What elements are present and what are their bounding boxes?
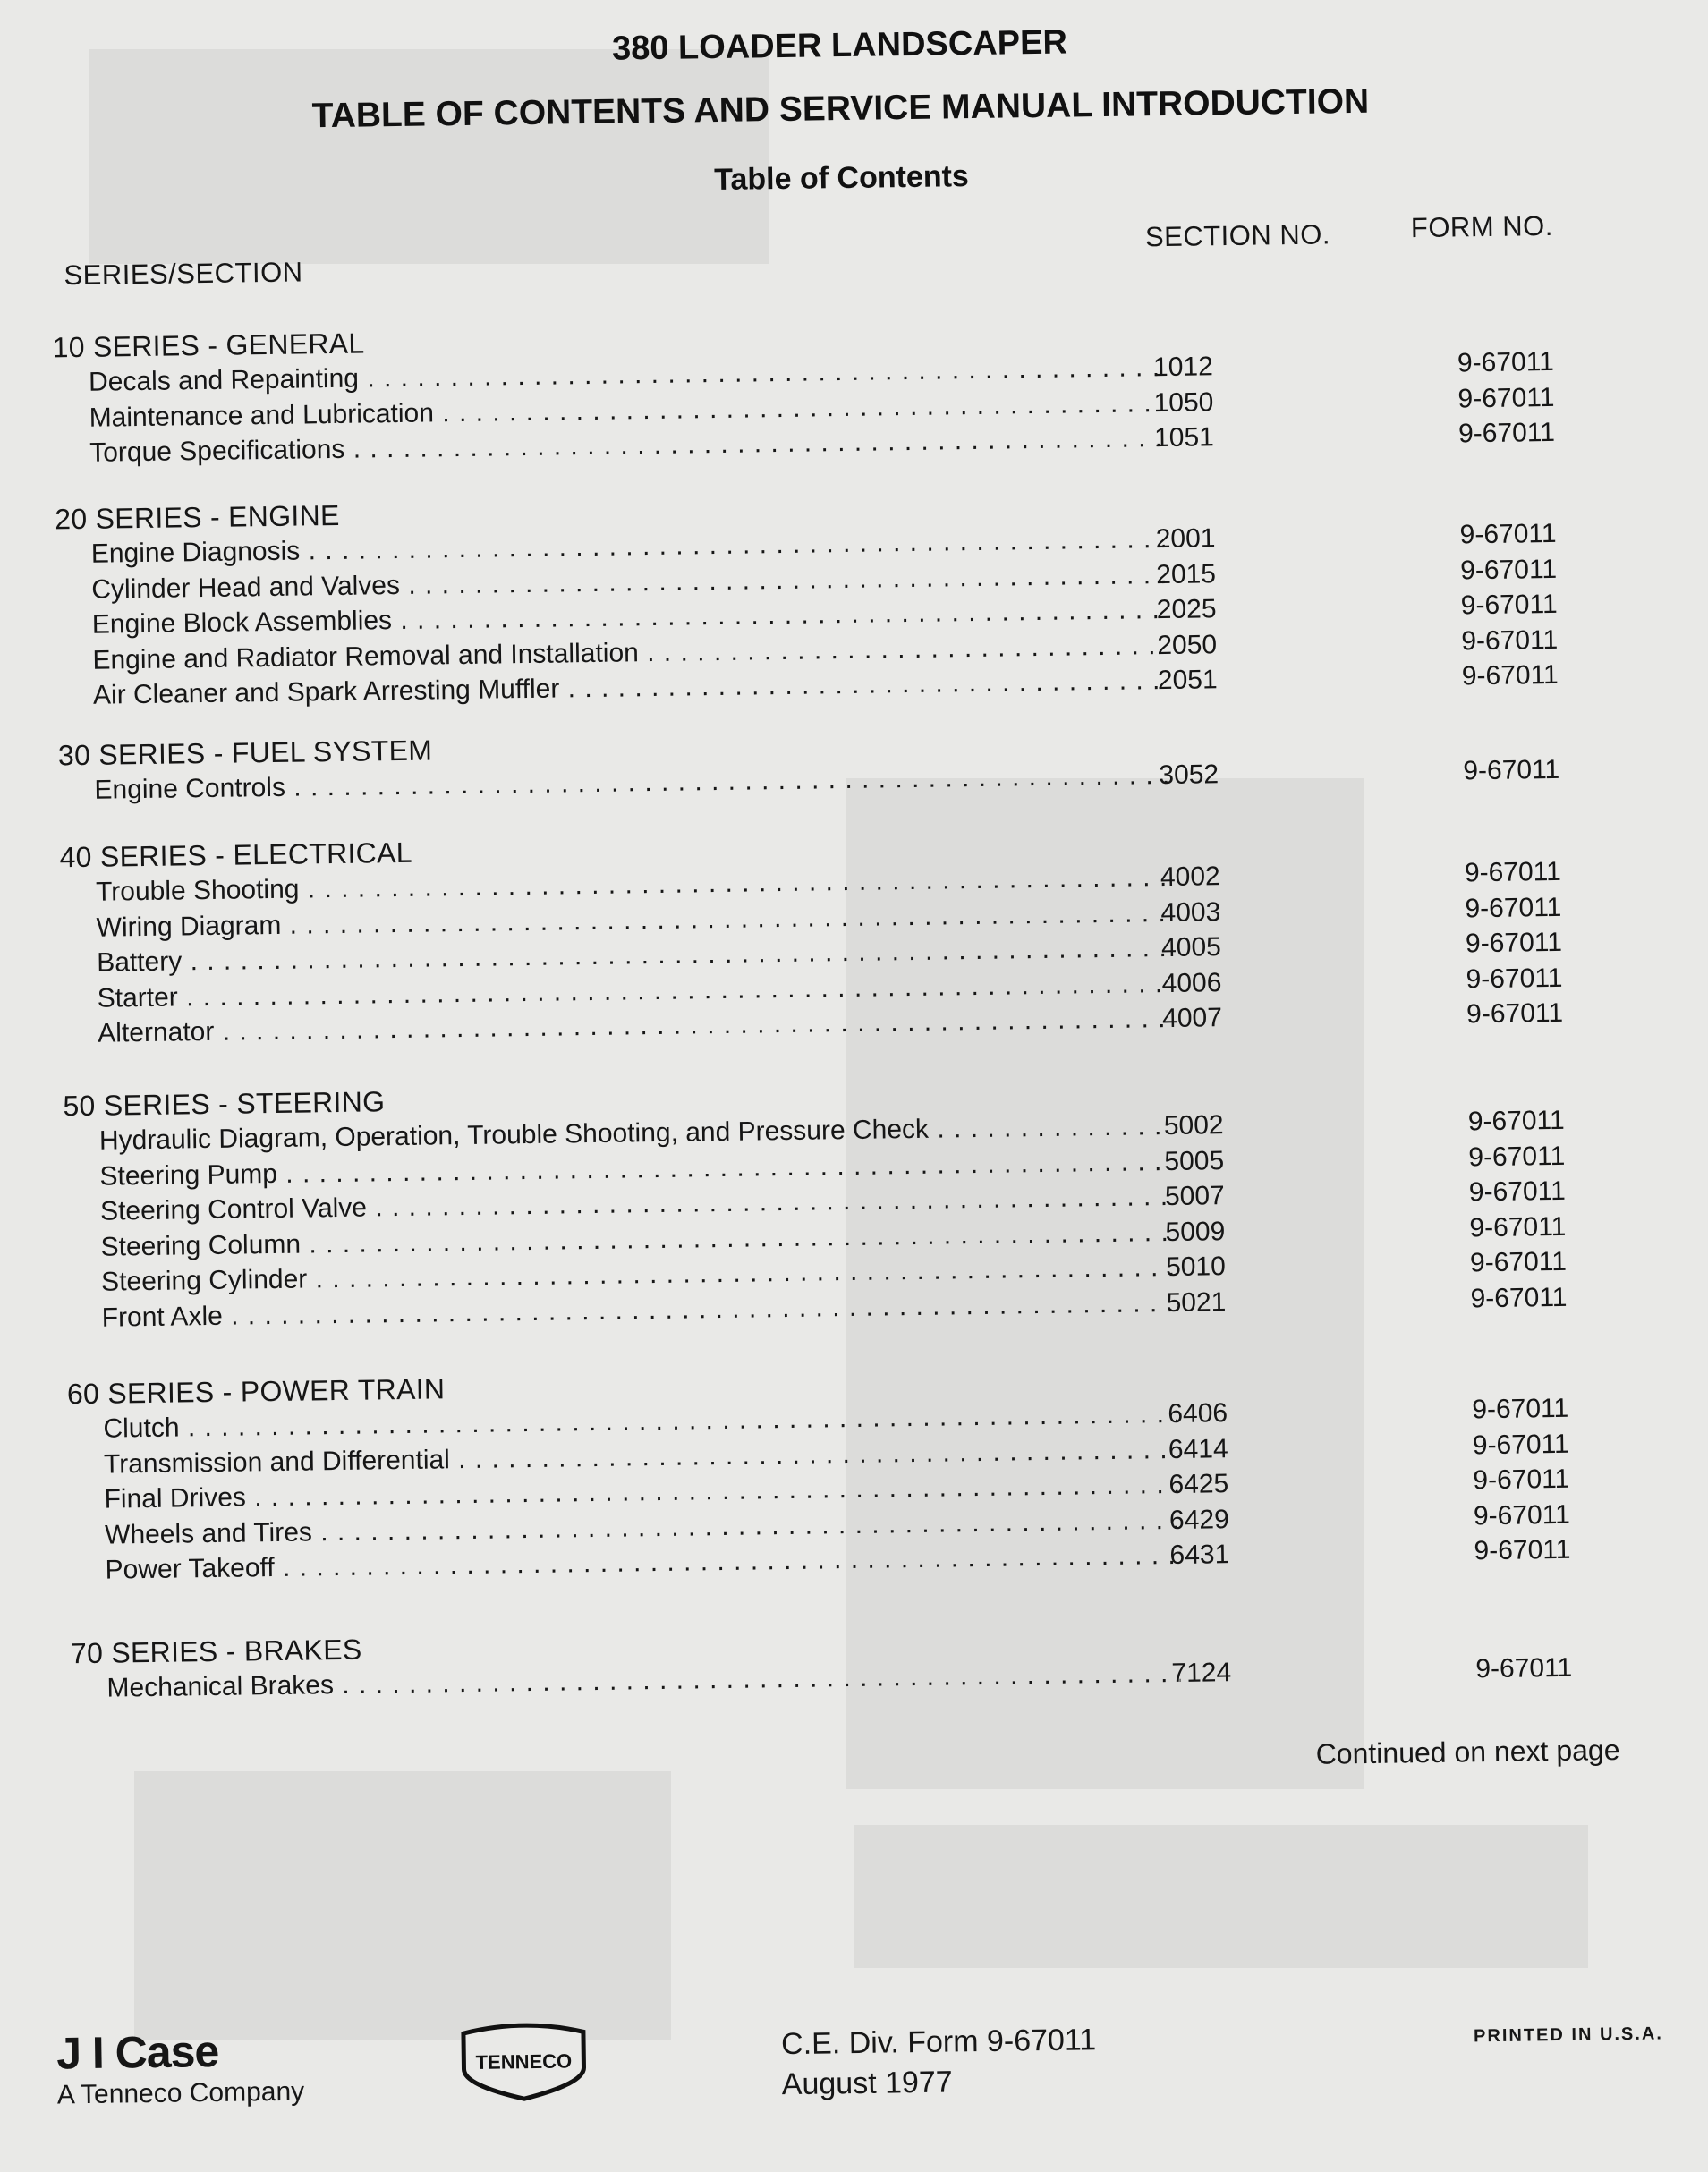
continued-note: Continued on next page	[1315, 1734, 1620, 1770]
page-subheading: Table of Contents	[713, 159, 970, 198]
entry-form-number: 9-67011	[1473, 1464, 1570, 1496]
entry-section-number: 7124	[1171, 1658, 1232, 1689]
entry-form-number: 9-67011	[1466, 963, 1563, 994]
toc-group	[52, 308, 1593, 471]
group-title: 50 SERIES - STEERING	[63, 1085, 386, 1123]
entry-name: Alternator . . .	[98, 1001, 1171, 1051]
entry-name: Starter . . .	[97, 965, 1170, 1015]
group-title: 30 SERIES - FUEL SYSTEM	[57, 734, 433, 772]
group-title: 10 SERIES - GENERAL	[52, 327, 365, 364]
entry-section-number: 5009	[1165, 1216, 1226, 1247]
toc-group	[71, 1614, 1610, 1707]
entry-name: Final Drives . . .	[104, 1467, 1177, 1517]
entry-name: Wiring Diagram . . .	[96, 895, 1169, 945]
group-title: 20 SERIES - ENGINE	[55, 498, 340, 536]
entry-name: Transmission and Differential . . .	[104, 1431, 1177, 1481]
toc-group	[67, 1354, 1609, 1588]
entry-form-number: 9-67011	[1457, 382, 1555, 413]
group-title: 60 SERIES - POWER TRAIN	[66, 1372, 446, 1411]
entry-section-number: 1050	[1153, 386, 1214, 418]
form-info	[781, 2020, 1097, 2105]
entry-section-number: 4005	[1160, 932, 1222, 963]
entry-section-number: 6429	[1168, 1504, 1229, 1535]
entry-section-number: 2015	[1156, 558, 1217, 590]
toc-group	[58, 716, 1598, 809]
entry-form-number: 9-67011	[1468, 1175, 1567, 1208]
entry-form-number: 9-67011	[1467, 1105, 1565, 1137]
entry-section-number: 5002	[1163, 1110, 1224, 1141]
entry-form-number: 9-67011	[1472, 1393, 1569, 1425]
entry-section-number: 6414	[1168, 1433, 1228, 1464]
entry-section-number: 2051	[1157, 665, 1218, 696]
entry-name: Mechanical Brakes . . .	[106, 1656, 1180, 1706]
toc-group	[59, 818, 1601, 1051]
entry-form-number: 9-67011	[1470, 1282, 1568, 1313]
form-line: C.E. Div. Form 9-67011	[780, 2023, 1097, 2062]
entry-form-number: 9-67011	[1472, 1429, 1569, 1460]
printed-note: PRINTED IN U.S.A.	[1473, 2024, 1664, 2047]
print-date: August 1977	[781, 2065, 953, 2102]
entry-name: Steering Column . . .	[100, 1214, 1174, 1264]
entry-name: Decals and Repainting . . .	[89, 350, 1162, 400]
entry-form-number: 9-67011	[1474, 1534, 1571, 1566]
entry-name: Engine Controls . . .	[94, 758, 1168, 808]
entry-form-number: 9-67011	[1469, 1211, 1567, 1243]
entry-form-number: 9-67011	[1457, 346, 1555, 378]
entry-form-number: 9-67011	[1463, 754, 1560, 786]
entry-name: Engine Block Assemblies . . .	[92, 592, 1166, 642]
entry-section-number: 5007	[1164, 1181, 1225, 1212]
entry-form-number: 9-67011	[1468, 1141, 1566, 1172]
model-title: 380 LOADER LANDSCAPER	[611, 23, 1068, 68]
brand-name: J I Case	[55, 2025, 219, 2079]
tenneco-logo-icon	[456, 2021, 591, 2103]
series-column-header: SERIES/SECTION	[64, 256, 303, 292]
brand-block	[56, 2025, 305, 2113]
brand-subtitle: A Tenneco Company	[56, 2076, 305, 2110]
section-column-header: SECTION NO.	[1144, 218, 1331, 253]
entry-form-number: 9-67011	[1469, 1246, 1568, 1278]
form-column-header: FORM NO.	[1410, 209, 1554, 244]
entry-name: Cylinder Head and Valves . . .	[91, 557, 1165, 607]
group-title: 40 SERIES - ELECTRICAL	[59, 836, 413, 874]
entry-name: Engine Diagnosis . . .	[91, 522, 1165, 572]
entry-section-number: 2050	[1157, 629, 1218, 660]
entry-section-number: 1051	[1153, 422, 1215, 454]
entry-section-number: 5021	[1166, 1286, 1227, 1318]
entry-name: Air Cleaner and Spark Arresting Muffler . . .	[93, 663, 1167, 713]
entry-name: Steering Control Valve . . .	[100, 1179, 1174, 1229]
entry-section-number: 5005	[1164, 1145, 1225, 1176]
toc-group	[55, 479, 1596, 713]
entry-name: Engine and Radiator Removal and Installation . . .	[92, 628, 1166, 678]
entry-section-number: 6406	[1168, 1398, 1228, 1430]
page-heading: TABLE OF CONTENTS AND SERVICE MANUAL INTRODUCTION	[311, 81, 1370, 136]
entry-form-number: 9-67011	[1457, 417, 1556, 449]
entry-name: Front Axle . . .	[101, 1285, 1175, 1335]
entry-section-number: 3052	[1159, 759, 1219, 791]
entry-name: Battery . . .	[97, 930, 1170, 980]
group-title: 70 SERIES - BRAKES	[70, 1633, 362, 1670]
entry-section-number: 1012	[1152, 352, 1213, 383]
entry-form-number: 9-67011	[1459, 554, 1558, 585]
entry-form-number: 9-67011	[1466, 997, 1564, 1030]
entry-section-number: 5010	[1165, 1251, 1227, 1283]
entry-form-number: 9-67011	[1459, 518, 1557, 550]
entry-name: Power Takeoff . . .	[105, 1538, 1178, 1588]
entry-name: Torque Specifications . . .	[89, 420, 1163, 471]
entry-name: Maintenance and Lubrication . . .	[89, 386, 1162, 436]
entry-name: Wheels and Tires . . .	[105, 1502, 1178, 1552]
entry-form-number: 9-67011	[1464, 856, 1562, 888]
entry-section-number: 4006	[1161, 967, 1222, 998]
entry-name: Trouble Shooting . . .	[96, 860, 1169, 910]
entry-section-number: 6425	[1168, 1469, 1229, 1500]
entry-name: Steering Cylinder . . .	[101, 1250, 1175, 1300]
entry-name: Clutch . . .	[103, 1396, 1177, 1447]
entry-form-number: 9-67011	[1475, 1652, 1573, 1684]
entry-section-number: 4002	[1160, 861, 1220, 893]
entry-form-number: 9-67011	[1473, 1499, 1571, 1531]
entry-form-number: 9-67011	[1461, 659, 1559, 691]
entry-form-number: 9-67011	[1460, 589, 1558, 621]
entry-form-number: 9-67011	[1461, 624, 1559, 656]
entry-section-number: 2001	[1155, 523, 1216, 555]
entry-section-number: 4003	[1160, 896, 1221, 928]
entry-form-number: 9-67011	[1465, 892, 1562, 923]
entry-section-number: 6431	[1169, 1540, 1230, 1571]
entry-section-number: 4007	[1161, 1003, 1223, 1034]
entry-section-number: 2025	[1156, 594, 1217, 625]
logo-text: TENNECO	[475, 2049, 573, 2074]
entry-name: Steering Pump . . .	[99, 1143, 1173, 1193]
entry-form-number: 9-67011	[1465, 927, 1563, 959]
toc-group	[63, 1066, 1605, 1336]
entry-name: Hydraulic Diagram, Operation, Trouble Shooting, and Pressure Check . . .	[99, 1108, 1173, 1158]
